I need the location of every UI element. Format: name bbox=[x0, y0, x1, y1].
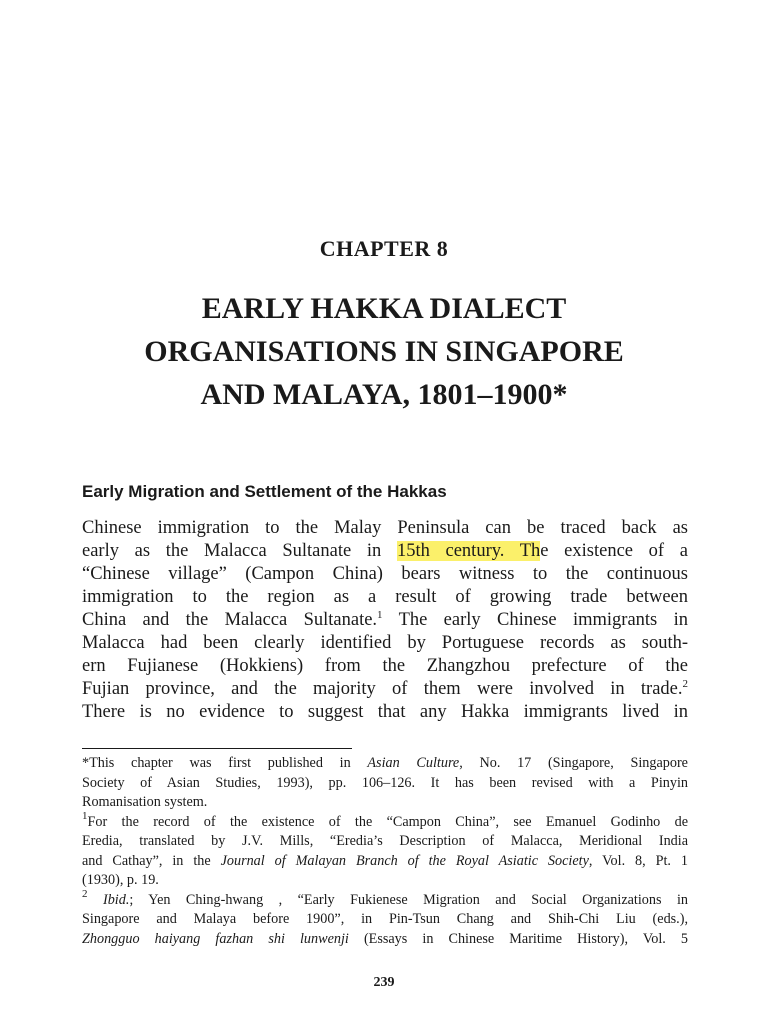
footnote-italic: Asian Culture bbox=[367, 755, 460, 771]
footnote-ref-1[interactable]: 1 bbox=[377, 609, 383, 621]
footnote-line: Eredia, translated by J.V. Mills, “Eredia’s Description of Malacca, Meridional India bbox=[82, 833, 688, 849]
body-line: immigration to the region as a result of growing trade between bbox=[82, 587, 688, 607]
footnote-text: ; Yen Ching-hwang , “Early Fukienese Migration and Social Organizations in bbox=[129, 891, 689, 908]
body-line bbox=[82, 609, 688, 632]
footnote-line bbox=[82, 852, 688, 872]
footnote-line: Society of Asian Studies, 1993), pp. 106–126. It has been revised with a Pinyin bbox=[82, 774, 688, 791]
section-heading: Early Migration and Settlement of the Hakkas bbox=[82, 482, 447, 501]
footnote-line bbox=[82, 930, 688, 950]
footnote-italic: Zhongguo haiyang fazhan shi lunwenji bbox=[82, 930, 349, 947]
footnote-text: (Essays in Chinese Maritime History), Vol. 5 bbox=[348, 930, 688, 947]
body-text-span: e existence of a bbox=[540, 541, 688, 561]
footnote-mark-2: 2 bbox=[82, 887, 88, 900]
body-line bbox=[82, 678, 688, 701]
body-text-span: China and the Malacca Sultanate. bbox=[82, 610, 378, 630]
footnote-line: Singapore and Malaya before 1900”, in Pin-Tsun Chang and Shih-Chi Liu (eds.), bbox=[82, 911, 688, 927]
body-line bbox=[82, 540, 688, 563]
footnote-line: Romanisation system. bbox=[82, 794, 208, 810]
body-paragraph bbox=[82, 517, 688, 724]
chapter-title-line: AND MALAYA, 1801–1900* bbox=[200, 378, 568, 411]
footnote-text: *This chapter was first published in bbox=[82, 755, 368, 771]
chapter-label: CHAPTER 8 bbox=[319, 236, 449, 261]
body-line: Chinese immigration to the Malay Peninsula can be traced back as bbox=[82, 518, 688, 538]
footnote-line bbox=[82, 754, 688, 774]
body-line: There is no evidence to suggest that any Hakka immigrants lived in bbox=[82, 702, 688, 722]
footnote-text: For the record of the existence of the “Campon China”, see Emanuel Godinho de bbox=[87, 813, 688, 830]
footnote-divider bbox=[82, 748, 352, 749]
footnote-line bbox=[82, 809, 688, 833]
footnote-line bbox=[82, 887, 689, 911]
highlighted-text[interactable]: 15th century. Th bbox=[396, 541, 541, 561]
body-line: Malacca had been clearly identified by Portuguese records as south- bbox=[82, 633, 688, 653]
footnote-line: (1930), p. 19. bbox=[82, 872, 159, 888]
footnote-ref-2[interactable]: 2 bbox=[682, 678, 688, 690]
body-line: “Chinese village” (Campon China) bears witness to the continuous bbox=[82, 564, 688, 584]
body-text-span: The early Chinese immigrants in bbox=[382, 610, 688, 630]
chapter-title-line: EARLY HAKKA DIALECT bbox=[201, 292, 567, 325]
chapter-title bbox=[0, 287, 768, 416]
footnote-mark-1: 1 bbox=[82, 809, 88, 822]
body-line: ern Fujianese (Hokkiens) from the Zhangzhou prefecture of the bbox=[82, 656, 688, 676]
footnote-italic: Journal of Malayan Branch of the Royal Asiatic Society bbox=[220, 852, 589, 869]
footnote-text: , No. 17 (Singapore, Singapore bbox=[459, 755, 688, 771]
footnotes bbox=[82, 754, 688, 949]
body-text-span: early as the Malacca Sultanate in bbox=[82, 541, 382, 561]
body-text-span: Fujian province, and the majority of them were involved in trade. bbox=[82, 679, 683, 699]
footnote-text: , Vol. 8, Pt. 1 bbox=[588, 852, 688, 869]
page-number: 239 bbox=[373, 975, 395, 990]
chapter-title-line: ORGANISATIONS IN SINGAPORE bbox=[144, 335, 624, 368]
footnote-text: and Cathay”, in the bbox=[82, 852, 221, 869]
footnote-italic: Ibid. bbox=[102, 891, 130, 908]
